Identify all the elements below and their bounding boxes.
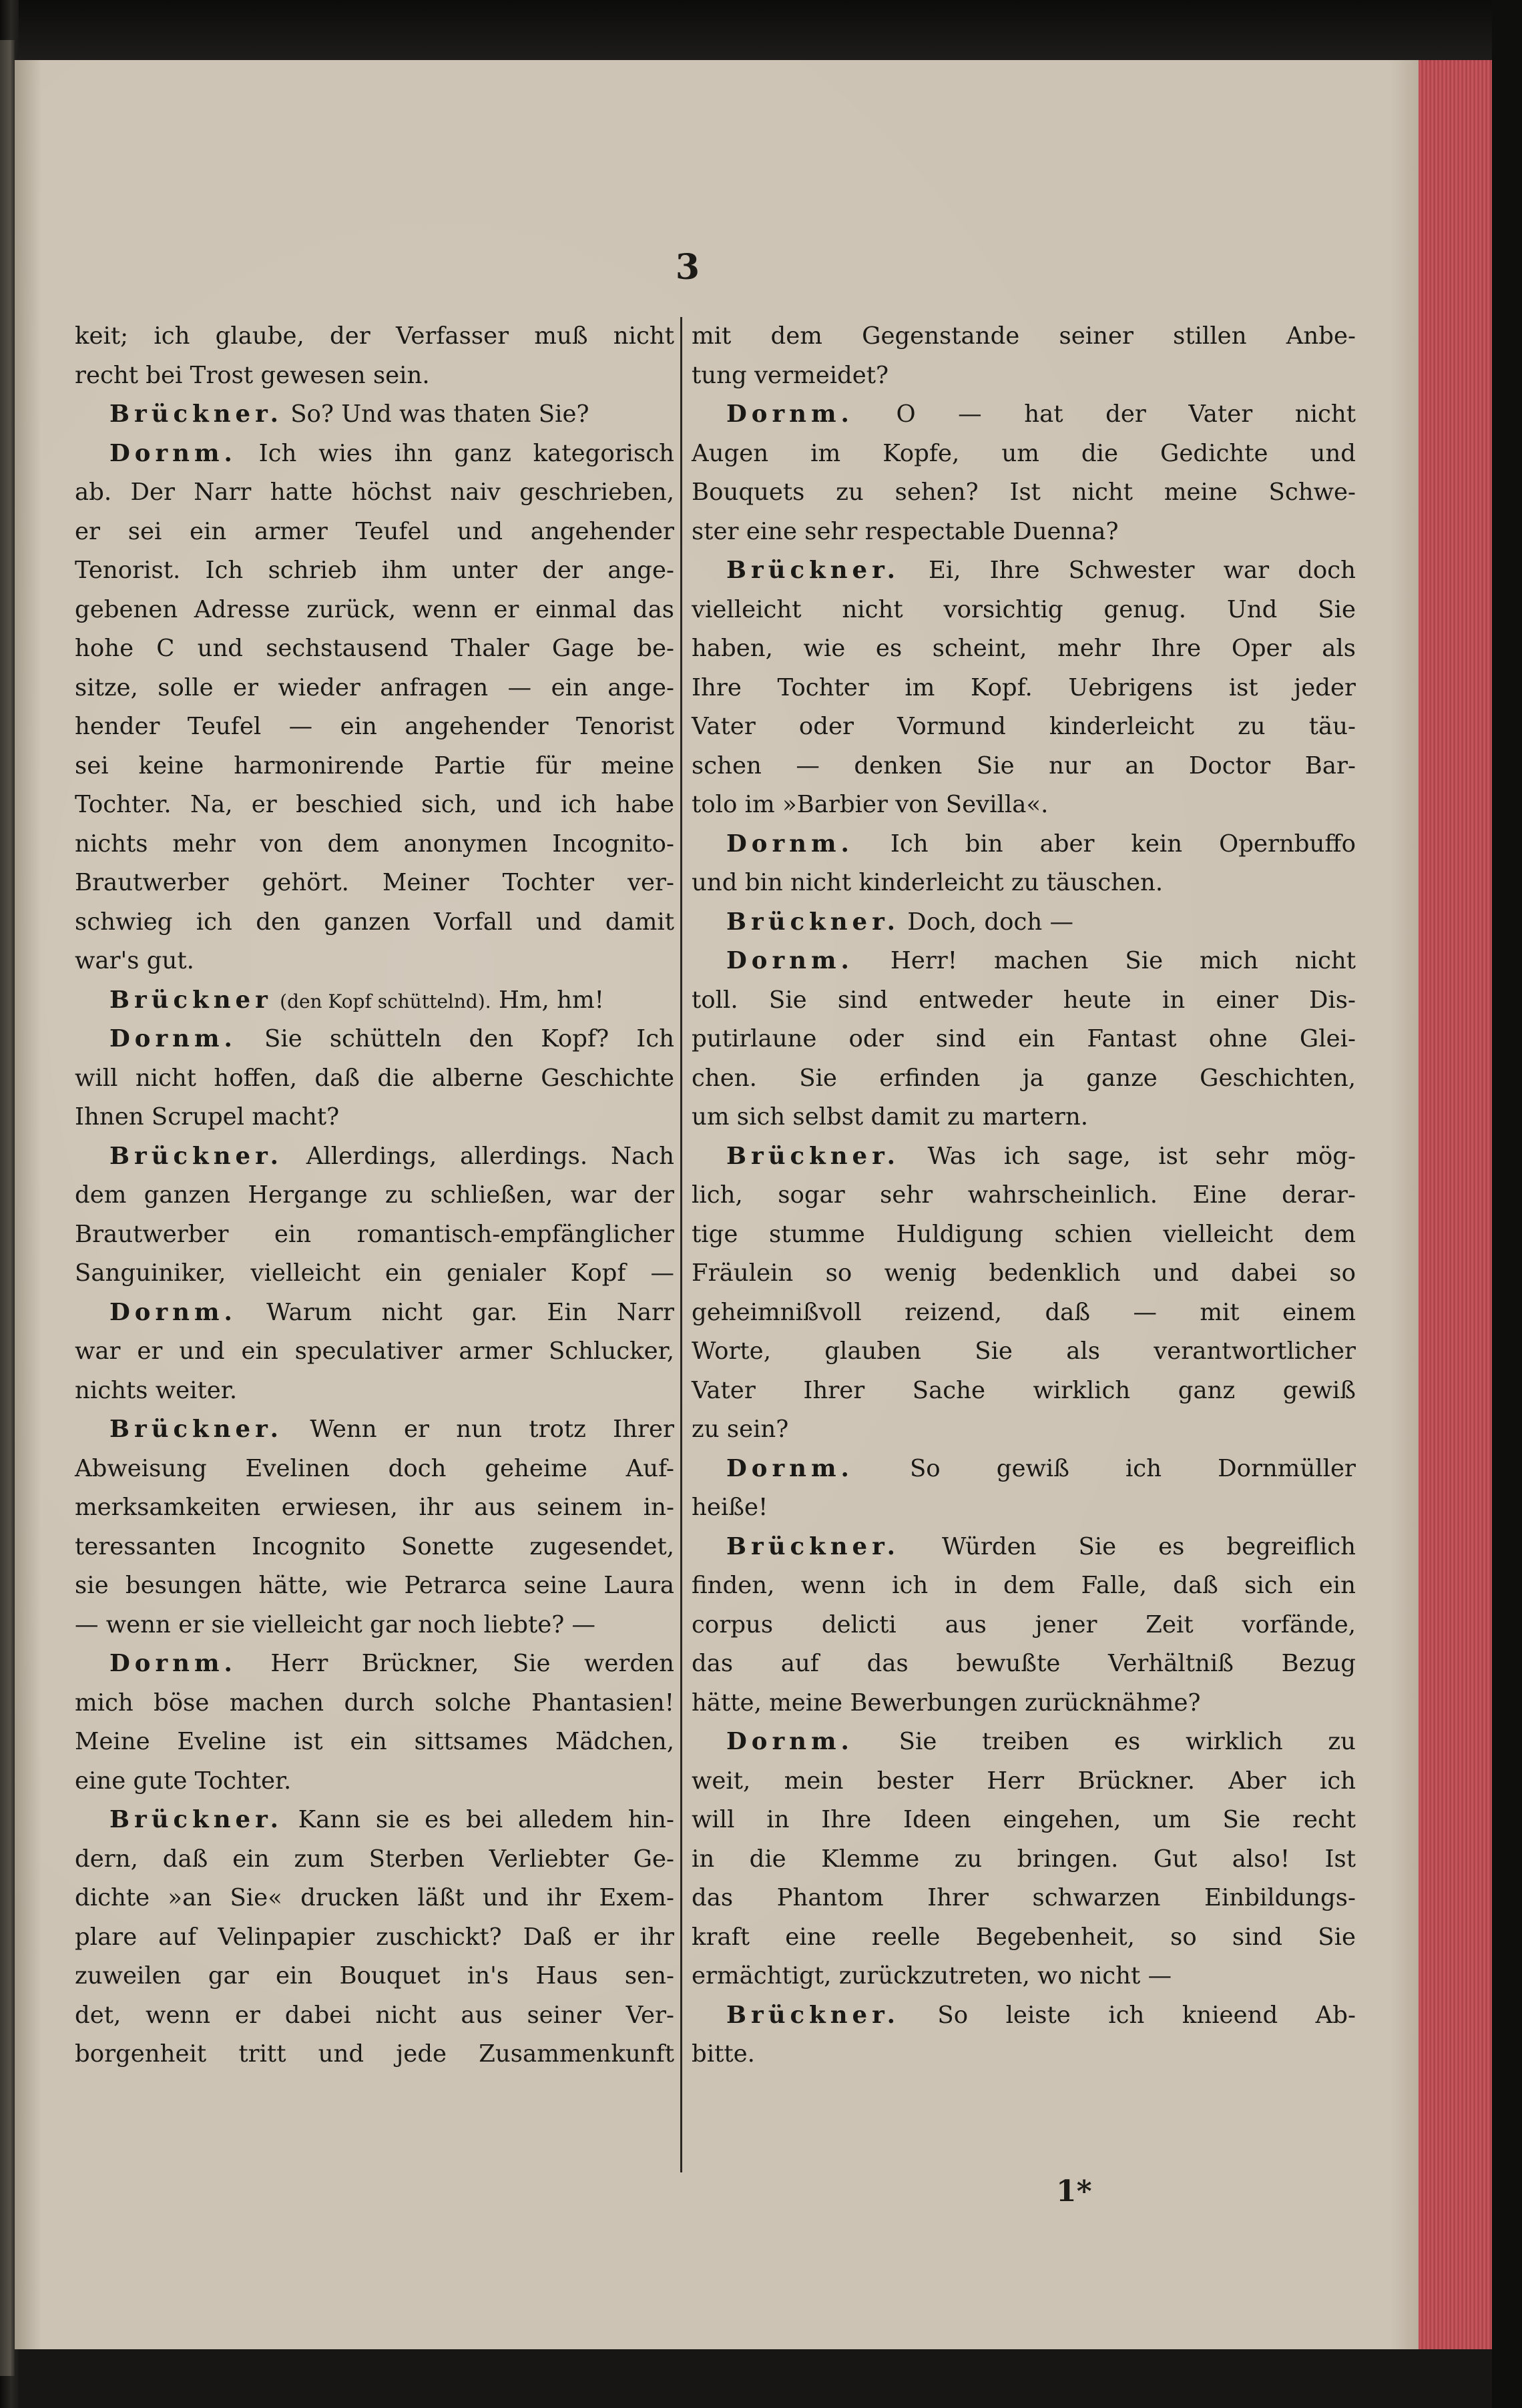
speaker-name: Dornm. bbox=[109, 439, 237, 467]
text-line bbox=[75, 1254, 674, 1293]
text-line bbox=[692, 1215, 1356, 1255]
line-text: und bin nicht kinderleicht zu täuschen. bbox=[692, 869, 1164, 896]
text-line bbox=[692, 1372, 1356, 1411]
text-line bbox=[692, 1450, 1356, 1489]
line-text: kraft eine reelle Begebenheit, so sind Sie bbox=[692, 1923, 1356, 1951]
line-text: das Phantom Ihrer schwarzen Einbildungs- bbox=[692, 1884, 1356, 1911]
text-line bbox=[692, 864, 1356, 903]
text-line bbox=[692, 1293, 1356, 1333]
text-line bbox=[75, 1606, 674, 1645]
text-line bbox=[75, 473, 674, 513]
line-text: haben, wie es scheint, mehr Ihre Oper als bbox=[692, 635, 1356, 662]
text-line bbox=[75, 1020, 674, 1059]
book-cover-right bbox=[1492, 0, 1522, 2408]
line-text: Abweisung Evelinen doch geheime Auf- bbox=[75, 1454, 674, 1482]
text-line bbox=[75, 1801, 674, 1840]
speaker-name: Dornm. bbox=[109, 1650, 237, 1677]
line-text: Fräulein so wenig bedenklich und dabei so bbox=[692, 1259, 1356, 1287]
line-text: tige stumme Huldigung schien vielleicht dem bbox=[692, 1220, 1356, 1248]
line-text: toll. Sie sind entweder heute in einer Dis- bbox=[692, 986, 1356, 1014]
text-line bbox=[692, 356, 1356, 396]
line-text: — wenn er sie vielleicht gar noch liebte? — bbox=[75, 1610, 596, 1638]
line-text: corpus delicti aus jener Zeit vorfände, bbox=[692, 1610, 1356, 1638]
line-text: will nicht hoffen, daß die alberne Geschichte bbox=[75, 1064, 674, 1092]
text-line bbox=[692, 669, 1356, 708]
text-line bbox=[692, 1528, 1356, 1567]
text-line bbox=[692, 1020, 1356, 1059]
speaker-name: Brückner bbox=[109, 986, 272, 1014]
line-text: Brautwerber ein romantisch-empfänglicher bbox=[75, 1220, 674, 1248]
speaker-name: Dornm. bbox=[726, 400, 854, 428]
text-line bbox=[692, 1996, 1356, 2036]
line-text: dichte »an Sie« drucken läßt und ihr Exem- bbox=[75, 1884, 674, 1911]
line-text: Brautwerber gehört. Meiner Tochter ver- bbox=[75, 869, 674, 896]
text-line bbox=[75, 1684, 674, 1723]
text-line bbox=[75, 1566, 674, 1606]
text-line bbox=[692, 513, 1356, 552]
text-line bbox=[692, 1762, 1356, 1801]
text-line bbox=[692, 1957, 1356, 1996]
line-text: dem ganzen Hergange zu schließen, war der bbox=[75, 1181, 674, 1209]
text-line bbox=[692, 317, 1356, 356]
text-line bbox=[75, 629, 674, 669]
stage-direction: (den Kopf schüttelnd). bbox=[280, 990, 491, 1012]
text-line bbox=[692, 434, 1356, 474]
speaker-name: Brückner. bbox=[109, 1142, 283, 1170]
line-text: Ei, Ihre Schwester war doch bbox=[929, 557, 1356, 584]
text-line bbox=[75, 434, 674, 474]
text-line bbox=[75, 981, 674, 1020]
text-line bbox=[75, 1957, 674, 1996]
text-line bbox=[692, 825, 1356, 864]
line-text: Allerdings, allerdings. Nach bbox=[306, 1142, 674, 1170]
line-text: Tenorist. Ich schrieb ihm unter der ange- bbox=[75, 557, 674, 584]
text-line bbox=[692, 1488, 1356, 1528]
text-line bbox=[75, 1059, 674, 1099]
text-line bbox=[692, 1879, 1356, 1918]
line-text: sei keine harmonirende Partie für meine bbox=[75, 751, 674, 780]
speaker-name: Brückner. bbox=[726, 557, 900, 584]
text-line bbox=[692, 591, 1356, 630]
line-text: Augen im Kopfe, um die Gedichte und bbox=[692, 439, 1356, 467]
line-text: hender Teufel — ein angehender Tenorist bbox=[75, 713, 674, 740]
text-line bbox=[75, 1332, 674, 1372]
text-line bbox=[75, 786, 674, 825]
text-line bbox=[75, 669, 674, 708]
line-text: ster eine sehr respectable Duenna? bbox=[692, 517, 1119, 545]
line-text: Bouquets zu sehen? Ist nicht meine Schwe- bbox=[692, 479, 1356, 506]
text-line bbox=[75, 2035, 674, 2074]
page-number: 3 bbox=[675, 247, 700, 288]
line-text: ab. Der Narr hatte höchst naiv geschrieben, bbox=[75, 479, 674, 506]
text-line bbox=[692, 1332, 1356, 1372]
line-text: war er und ein speculativer armer Schlucker, bbox=[75, 1337, 674, 1365]
text-line bbox=[692, 2035, 1356, 2074]
line-text: putirlaune oder sind ein Fantast ohne Glei- bbox=[692, 1025, 1356, 1052]
line-text: Tochter. Na, er beschied sich, und ich habe bbox=[75, 791, 674, 818]
text-line bbox=[75, 903, 674, 942]
text-line bbox=[692, 903, 1356, 942]
text-line bbox=[75, 1450, 674, 1489]
red-page-edges bbox=[1419, 60, 1492, 2349]
column-divider bbox=[680, 317, 682, 2172]
line-text: weit, mein bester Herr Brückner. Aber ich bbox=[692, 1767, 1356, 1795]
text-line bbox=[692, 1644, 1356, 1684]
line-text: O — hat der Vater nicht bbox=[896, 400, 1356, 428]
line-text: nichts mehr von dem anonymen Incognito- bbox=[75, 830, 674, 858]
line-text: Meine Eveline ist ein sittsames Mädchen, bbox=[75, 1728, 674, 1755]
line-text: Was ich sage, ist sehr mög- bbox=[927, 1142, 1356, 1170]
speaker-name: Dornm. bbox=[726, 830, 854, 858]
line-text: hätte, meine Bewerbungen zurücknähme? bbox=[692, 1689, 1201, 1717]
line-text: schwieg ich den ganzen Vorfall und damit bbox=[75, 908, 674, 936]
line-text: So gewiß ich Dornmüller bbox=[909, 1454, 1356, 1482]
speaker-name: Dornm. bbox=[109, 1025, 237, 1052]
text-line bbox=[692, 747, 1356, 786]
line-text: Ihnen Scrupel macht? bbox=[75, 1103, 340, 1131]
left-text-column bbox=[75, 317, 674, 2172]
text-line bbox=[75, 551, 674, 591]
text-line bbox=[692, 1137, 1356, 1177]
text-line bbox=[692, 629, 1356, 669]
text-line bbox=[692, 981, 1356, 1020]
text-line bbox=[75, 1879, 674, 1918]
line-text: will in Ihre Ideen eingehen, um Sie recht bbox=[692, 1806, 1356, 1833]
speaker-name: Brückner. bbox=[726, 1532, 900, 1560]
line-text: Sie schütteln den Kopf? Ich bbox=[264, 1025, 674, 1052]
line-text: dern, daß ein zum Sterben Verliebter Ge- bbox=[75, 1845, 674, 1873]
text-line bbox=[75, 591, 674, 630]
line-text: borgenheit tritt und jede Zusammenkunft bbox=[75, 2040, 674, 2068]
line-text: Worte, glauben Sie als verantwortlicher bbox=[692, 1337, 1356, 1365]
text-line bbox=[692, 1918, 1356, 1958]
line-text: Warum nicht gar. Ein Narr bbox=[266, 1298, 674, 1326]
line-text: So leiste ich knieend Ab- bbox=[937, 2001, 1356, 2029]
line-text: So? Und was thaten Sie? bbox=[290, 400, 589, 428]
line-text: geheimnißvoll reizend, daß — mit einem bbox=[692, 1298, 1356, 1326]
line-text: nichts weiter. bbox=[75, 1376, 238, 1404]
text-line bbox=[692, 1723, 1356, 1762]
line-text: keit; ich glaube, der Verfasser muß nicht bbox=[75, 322, 674, 350]
line-text: hohe C und sechstausend Thaler Gage be- bbox=[75, 635, 674, 662]
text-line bbox=[75, 1137, 674, 1177]
speaker-name: Brückner. bbox=[726, 908, 900, 936]
line-text: det, wenn er dabei nicht aus seiner Ver- bbox=[75, 2001, 674, 2029]
line-text: Wenn er nun trotz Ihrer bbox=[310, 1416, 674, 1443]
line-text: ermächtigt, zurückzutreten, wo nicht — bbox=[692, 1962, 1172, 1990]
right-text-column bbox=[692, 317, 1356, 2172]
line-text: in die Klemme zu bringen. Gut also! Ist bbox=[692, 1845, 1356, 1873]
speaker-name: Dornm. bbox=[726, 947, 854, 974]
line-text: vielleicht nicht vorsichtig genug. Und Sie bbox=[692, 595, 1356, 623]
text-line bbox=[75, 1098, 674, 1137]
speaker-name: Brückner. bbox=[109, 1416, 283, 1443]
text-line bbox=[75, 1762, 674, 1801]
speaker-name: Dornm. bbox=[726, 1454, 854, 1482]
line-text: schen — denken Sie nur an Doctor Bar- bbox=[692, 751, 1356, 780]
line-text: Würden Sie es begreiflich bbox=[941, 1532, 1356, 1560]
line-text: recht bei Trost gewesen sein. bbox=[75, 361, 430, 389]
line-text: Sanguiniker, vielleicht ein genialer Kopf — bbox=[75, 1259, 674, 1287]
text-line bbox=[692, 1059, 1356, 1099]
speaker-name: Brückner. bbox=[726, 1142, 900, 1170]
line-text: zu sein? bbox=[692, 1416, 789, 1443]
text-line bbox=[692, 1098, 1356, 1137]
text-line bbox=[75, 1410, 674, 1450]
line-text: finden, wenn ich in dem Falle, daß sich ein bbox=[692, 1572, 1356, 1599]
speaker-name: Brückner. bbox=[109, 1806, 283, 1833]
text-line bbox=[692, 942, 1356, 981]
line-text: Vater Ihrer Sache wirklich ganz gewiß bbox=[692, 1376, 1356, 1404]
text-line bbox=[75, 317, 674, 356]
text-line bbox=[75, 825, 674, 864]
line-text: um sich selbst damit zu martern. bbox=[692, 1103, 1088, 1131]
speaker-name: Brückner. bbox=[726, 2001, 900, 2029]
line-text: Ihre Tochter im Kopf. Uebrigens ist jeder bbox=[692, 673, 1356, 701]
signature-mark: 1* bbox=[1056, 2174, 1092, 2208]
text-line bbox=[75, 395, 674, 434]
line-text: teressanten Incognito Sonette zugesendet, bbox=[75, 1532, 674, 1560]
text-line bbox=[75, 1723, 674, 1762]
text-line bbox=[75, 1372, 674, 1411]
text-line bbox=[75, 513, 674, 552]
speaker-name: Dornm. bbox=[726, 1728, 854, 1755]
line-text: Vater oder Vormund kinderleicht zu täu- bbox=[692, 713, 1356, 740]
text-line bbox=[692, 786, 1356, 825]
line-text: gebenen Adresse zurück, wenn er einmal das bbox=[75, 595, 674, 623]
line-text: Ich wies ihn ganz kategorisch bbox=[258, 439, 674, 467]
line-text: merksamkeiten erwiesen, ihr aus seinem in- bbox=[75, 1494, 674, 1521]
text-line bbox=[75, 1528, 674, 1567]
text-line bbox=[692, 1801, 1356, 1840]
text-line bbox=[692, 395, 1356, 434]
line-text: Kann sie es bei alledem hin- bbox=[298, 1806, 674, 1833]
line-text: heiße! bbox=[692, 1494, 768, 1521]
line-text: chen. Sie erfinden ja ganze Geschichten, bbox=[692, 1064, 1356, 1092]
line-text: lich, sogar sehr wahrscheinlich. Eine derar- bbox=[692, 1181, 1356, 1209]
text-line bbox=[75, 356, 674, 396]
text-line bbox=[75, 1918, 674, 1958]
text-line bbox=[75, 1996, 674, 2036]
book-cover-top bbox=[15, 0, 1522, 60]
speaker-name: Brückner. bbox=[109, 400, 283, 428]
text-line bbox=[692, 1176, 1356, 1215]
text-line bbox=[692, 1684, 1356, 1723]
line-text: mich böse machen durch solche Phantasien! bbox=[75, 1689, 674, 1717]
text-line bbox=[75, 747, 674, 786]
line-text: Doch, doch — bbox=[907, 908, 1074, 936]
line-text: tolo im »Barbier von Sevilla«. bbox=[692, 791, 1049, 818]
text-line bbox=[75, 1293, 674, 1333]
line-text: eine gute Tochter. bbox=[75, 1767, 292, 1795]
line-text: er sei ein armer Teufel und angehender bbox=[75, 517, 674, 545]
line-text: Herr Brückner, Sie werden bbox=[270, 1650, 674, 1677]
line-text: bitte. bbox=[692, 2040, 755, 2068]
speaker-name: Dornm. bbox=[109, 1298, 237, 1326]
line-text: zuweilen gar ein Bouquet in's Haus sen- bbox=[75, 1962, 674, 1990]
line-text: das auf das bewußte Verhältniß Bezug bbox=[692, 1650, 1356, 1677]
line-text: Hm, hm! bbox=[498, 986, 604, 1014]
line-text: war's gut. bbox=[75, 947, 194, 974]
previous-pages-edge bbox=[0, 40, 15, 2376]
text-line bbox=[75, 1215, 674, 1255]
line-text: Herr! machen Sie mich nicht bbox=[890, 947, 1356, 974]
text-line bbox=[692, 707, 1356, 747]
line-text: Sie treiben es wirklich zu bbox=[899, 1728, 1356, 1755]
line-text: sitze, solle er wieder anfragen — ein ange- bbox=[75, 673, 674, 701]
text-line bbox=[692, 1254, 1356, 1293]
text-line bbox=[692, 473, 1356, 513]
text-line bbox=[692, 551, 1356, 591]
text-line bbox=[75, 707, 674, 747]
text-line bbox=[692, 1410, 1356, 1450]
text-line bbox=[692, 1566, 1356, 1606]
text-line bbox=[75, 1176, 674, 1215]
text-line bbox=[75, 864, 674, 903]
text-line bbox=[692, 1606, 1356, 1645]
text-line bbox=[75, 942, 674, 981]
text-line bbox=[75, 1840, 674, 1879]
text-line bbox=[692, 1840, 1356, 1879]
line-text: Ich bin aber kein Opernbuffo bbox=[890, 830, 1356, 858]
line-text: plare auf Velinpapier zuschickt? Daß er ihr bbox=[75, 1923, 674, 1951]
line-text: mit dem Gegenstande seiner stillen Anbe- bbox=[692, 322, 1356, 350]
text-line bbox=[75, 1644, 674, 1684]
text-line bbox=[75, 1488, 674, 1528]
line-text: sie besungen hätte, wie Petrarca seine Laura bbox=[75, 1572, 674, 1599]
line-text: tung vermeidet? bbox=[692, 361, 889, 389]
